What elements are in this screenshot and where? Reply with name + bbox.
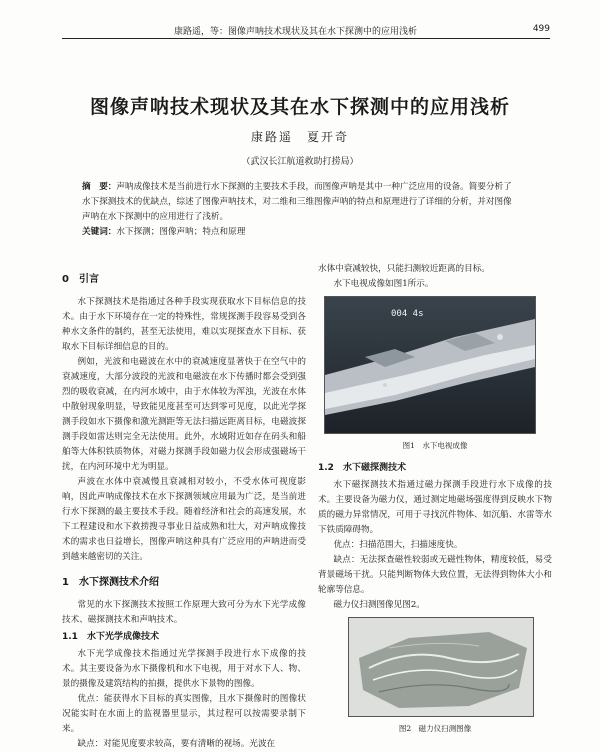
paragraph: 水下磁探测技术指通过磁力探测手段进行水下成像的技术。主要设备为磁力仪，通过测定地磁场强度得到反映水下物质的磁力异常情况，可用于寻找沉件物体、如沉船、水雷等水下铁质障碍物。 — [318, 480, 552, 535]
figure-2-magnetometer-scan — [348, 617, 534, 717]
left-column — [62, 262, 306, 752]
abstract-text: 声呐成像技术是当前进行水下探测的主要技术手段，而图像声呐是其中一种广泛应用的设备。简要分析了水下探测技术的优缺点，综述了图像声呐技术，对二维和三维图像声呐的特点和原理进行了详细的分析，并对图像声呐在水下探测中的应用进行了浅析。 — [82, 182, 512, 222]
abstract — [82, 180, 516, 240]
figure-1-underwater-tv — [324, 296, 536, 434]
running-title: 康路遥，等：图像声呐技术现状及其在水下探测中的应用浅析 — [174, 27, 418, 37]
affiliation: （武汉长江航道救助打捞局） — [241, 157, 359, 167]
authors: 康路遥 夏开奇 — [250, 130, 349, 144]
paragraph: 磁力仪扫测图像见图2。 — [333, 600, 425, 610]
page-number: 499 — [532, 24, 550, 34]
paragraph: 例如，光波和电磁波在水中的衰减速度显著快于在空气中的衰减速度，大部分波段的光波和电磁波在水下传播时都会受到强烈的吸收衰减，在内河水域中，由于水体较为浑浊，光波在水体中散射现象明显，导致能见度甚至可达到零可见度，以此光学探测手段如水下摄像和激光测距等无法扫描远距离目标，电磁波探测手段如雷达则完全无法使用。此外，水域附近如存在码头和船舶等大体积铁质物体，对磁力探测手段如磁力仪会形成强磁场干扰，在内河环境中尤为明显。 — [62, 357, 306, 472]
magnetometer-scan-image — [349, 618, 533, 716]
figure-1-timestamp: 004 4s — [391, 309, 424, 319]
paper-title: 图像声呐技术现状及其在水下探测中的应用浅析 — [89, 96, 510, 118]
paragraph: 水下电视成像如图1所示。 — [333, 279, 434, 289]
paragraph: 水下探测技术是指通过各种手段实现获取水下目标信息的技术。由于水下环境存在一定的特殊性，常规探测手段容易受到各种水文条件的制约，甚至无法使用，难以实现探查水下目标、获取水下目标详细信息的目的。 — [62, 297, 306, 352]
underwater-tv-image — [325, 297, 535, 433]
subsection-heading-magnetic: 1.2 水下磁探测技术 — [318, 463, 406, 473]
paragraph: 水下光学成像技术指通过光学探测手段进行水下成像的技术。其主要设备为水下摄像机和水下电视，用于对水下人、物、景的摄像及建筑结构的拍摄，提供水下景物的图像。 — [62, 649, 306, 689]
keywords-label: 关键词： — [82, 227, 117, 237]
section-heading-introduction: 0 引言 — [62, 274, 99, 285]
keywords — [82, 225, 516, 240]
section-heading-techniques: 1 水下探测技术介绍 — [62, 577, 159, 588]
figure-1-caption: 图1 水下电视成像 — [402, 441, 468, 450]
right-column — [318, 262, 552, 744]
paragraph: 优点：能获得水下目标的真实图像，且水下摄像时的图像状况能实时在水面上的监视器里显示，其过程可以按需要录制下来。 — [62, 694, 306, 734]
keywords-text: 水下探测；图像声呐；特点和原理 — [116, 227, 246, 237]
paragraph: 声波在水体中衰减慢且衰减相对较小，不受水体可视度影响，因此声呐成像技术在水下探测领域应用最为广泛，是当前进行水下探测的最主要技术手段。随着经济和社会的高速发展，水下工程建设和水下救捞搜寻事业日益成熟和壮大，对声呐成像技术的需求也日益增长，图像声呐这种具有广泛应用的声呐进而受到越来越密切的关注。 — [62, 477, 306, 562]
paragraph: 缺点：无法探查磁性较弱或无磁性物体，精度较低，易受背景磁场干扰。只能判断物体大致位置，无法得到物体大小和轮廓等信息。 — [318, 555, 552, 595]
paragraph: 水体中衰减较快，只能扫测较近距离的目标。 — [318, 264, 490, 274]
running-header — [62, 22, 550, 39]
subsection-heading-optical: 1.1 水下光学成像技术 — [62, 632, 159, 642]
figure-2-caption: 图2 磁力仪扫测图像 — [398, 724, 472, 733]
paragraph: 常见的水下探测技术按照工作原理大致可分为水下光学成像技术、磁探测技术和声呐技术。 — [62, 600, 306, 625]
paragraph: 优点：扫描范围大，扫描速度快。 — [333, 540, 463, 550]
paragraph: 缺点：对能见度要求较高，要有清晰的视场。光波在 — [77, 739, 276, 749]
abstract-body — [82, 180, 516, 225]
abstract-label: 摘 要： — [82, 182, 117, 192]
